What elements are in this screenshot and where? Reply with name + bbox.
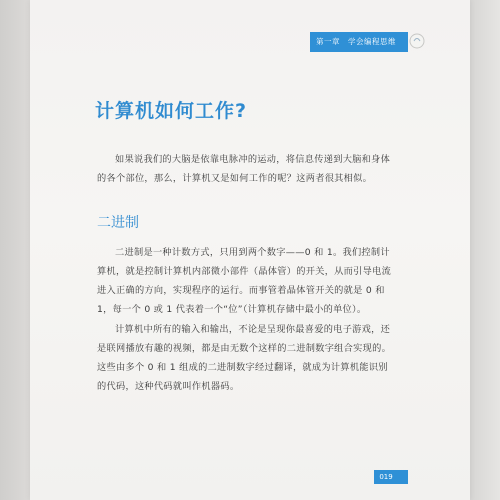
section-paragraph-1: 二进制是一种计数方式，只用到两个数字——0 和 1。我们控制计算机，就是控制计算机内部微小部件（晶体管）的开关，从而引导电流进入正确的方向，实现程序的运行。而事管着晶体管开关的就是 0 和 1，每一个 0 或 1 代表着一个“位”（计算机存储中最小的单位）。 xyxy=(97,247,392,315)
right-page-shadow xyxy=(470,0,500,500)
intro-paragraph: 如果说我们的大脑是依靠电脉冲的运动，将信息传递到大脑和身体的各个部位，那么，计算机又是如何工作的呢？这两者很其相似。 xyxy=(97,154,391,184)
chapter-number: 第一章 xyxy=(316,37,340,46)
page-number: 019 xyxy=(374,470,398,484)
corner-decoration-icon xyxy=(406,28,428,50)
left-page-shadow xyxy=(0,0,30,500)
page-title: 计算机如何工作? xyxy=(95,100,248,122)
chapter-title: 学会编程思维 xyxy=(348,37,396,46)
section-paragraph-2: 计算机中所有的输入和输出，不论是呈现你最喜爱的电子游戏，还是联网播放有趣的视频，都是由无数个这样的二进制数字组合实现的。这些由多个 0 和 1 组成的二进制数字经过翻译，就成为计算机能识别的代码，这种代码就叫作机器码。 xyxy=(97,324,392,392)
chapter-header-tab xyxy=(310,32,402,52)
page-number-edge xyxy=(398,470,408,484)
section-title: 二进制 xyxy=(97,215,139,231)
